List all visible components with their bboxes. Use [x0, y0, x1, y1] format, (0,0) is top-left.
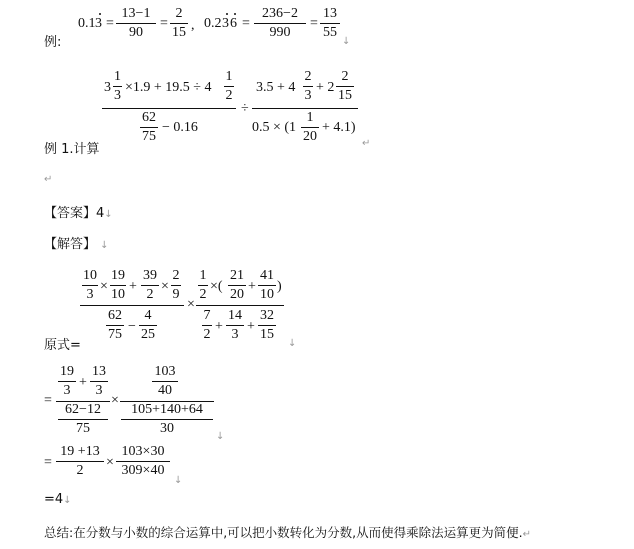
paragraph-mark: ↵: [362, 138, 371, 149]
fraction: 39 2: [143, 268, 157, 302]
fraction: 19 3: [60, 364, 74, 398]
fraction: 103×30 309×40: [116, 444, 170, 479]
fraction: 2 3: [304, 69, 312, 103]
fraction: 2 15: [172, 6, 186, 40]
paragraph-mark: ↓: [342, 36, 351, 47]
solution-label-line: 【解答】 ↓: [44, 237, 109, 252]
fraction: 62 75: [108, 308, 122, 342]
final-result: =4: [44, 492, 64, 507]
paragraph-mark: ↓: [288, 338, 297, 349]
fraction: 1 3: [114, 69, 121, 103]
fraction: 236−2 990: [254, 6, 306, 41]
fraction: 21 20: [230, 268, 244, 302]
yuanshi-label: 原式=: [44, 338, 81, 353]
fraction-bar: [80, 305, 184, 306]
fraction: 1 2: [199, 268, 207, 302]
fraction: 62 75: [142, 110, 156, 144]
fraction: 103 40: [152, 364, 178, 399]
answer-line: 【答案】4↓: [44, 206, 113, 221]
paragraph-mark: ↵: [44, 174, 53, 185]
fraction: 32 15: [260, 308, 274, 342]
fraction: 4 25: [141, 308, 155, 342]
fraction-bar: [252, 108, 358, 109]
fraction-bar: [196, 305, 284, 306]
summary-line: 总结:在分数与小数的综合运算中,可以把小数转化为分数,从而使得乘除法运算更为简便.↵: [44, 525, 532, 540]
example-label: 例:: [44, 35, 62, 50]
fraction: 41 10: [260, 268, 274, 302]
recurring-digit: 3: [95, 16, 102, 31]
fraction: 1 2: [225, 69, 233, 103]
solution-step-4: =4↓: [44, 492, 72, 507]
divide-sign: ÷: [241, 101, 249, 116]
fraction: 19 +13 2: [56, 444, 104, 479]
problem-label: 例 1.计算: [44, 142, 100, 157]
recurring-dot: [234, 13, 236, 15]
summary-text: 总结:在分数与小数的综合运算中,可以把小数转化为分数,从而使得乘除法运算更为简便.: [44, 525, 523, 540]
paragraph-mark: ↓: [174, 475, 183, 486]
recurring-dot: [99, 13, 101, 15]
fraction: 1 20: [303, 110, 317, 144]
fraction: 14 3: [228, 308, 242, 342]
fraction: 13 3: [92, 364, 106, 398]
fraction: 2 15: [338, 69, 352, 103]
fraction: 2 9: [172, 268, 180, 302]
recurring-dot: [226, 13, 228, 15]
fraction: 13−1 90: [116, 6, 156, 41]
fraction: 7 2: [203, 308, 211, 342]
fraction: 105+140+64 30: [121, 402, 213, 437]
times-sign: ×: [111, 393, 119, 408]
fraction-bar: [102, 108, 236, 109]
fraction: 13 55: [320, 6, 340, 41]
times-sign: ×: [187, 297, 195, 312]
times-sign: ×: [106, 455, 114, 470]
fraction: 19 10: [111, 268, 125, 302]
fraction: 62−12 75: [58, 402, 108, 437]
paragraph-mark: ↓: [216, 431, 225, 442]
answer-value: 4: [96, 206, 105, 221]
answer-label: 【答案】: [44, 206, 97, 221]
solution-label: 【解答】: [44, 237, 97, 252]
fraction: 10 3: [83, 268, 97, 302]
